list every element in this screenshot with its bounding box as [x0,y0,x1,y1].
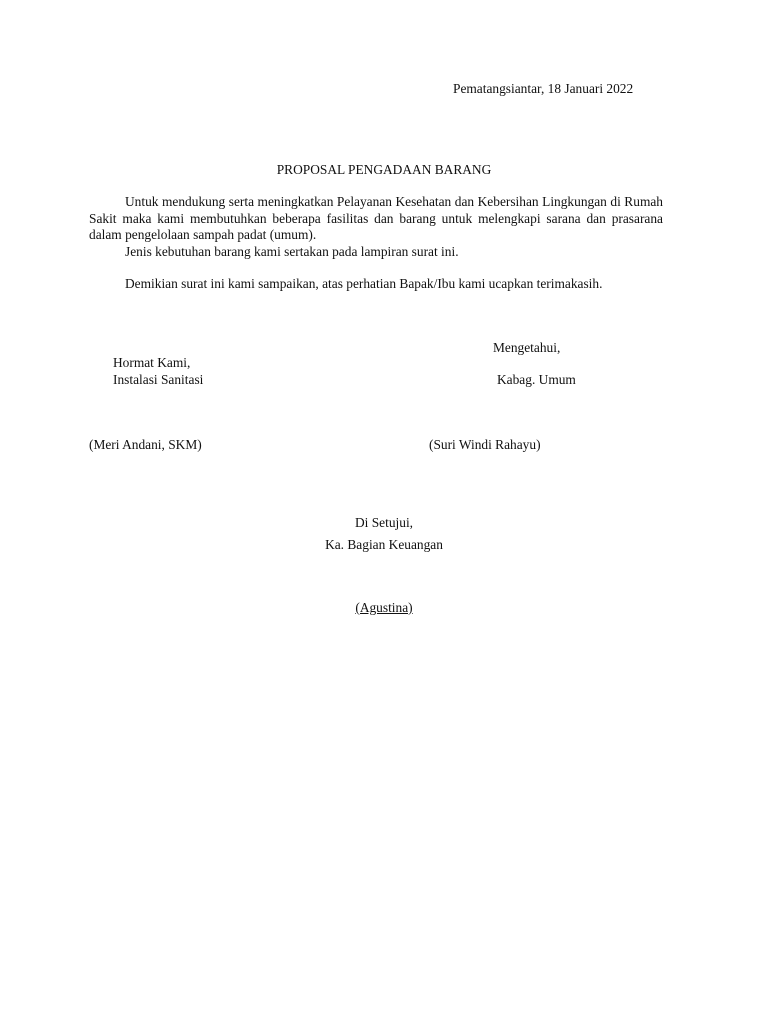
sender-unit: Instalasi Sanitasi [113,372,204,387]
sender-signatory: (Meri Andani, SKM) [89,437,202,452]
sender-greeting: Hormat Kami, [113,355,191,370]
body-paragraph-1: Untuk mendukung serta meningkatkan Pelayanan Kesehatan dan Kebersihan Lingkungan di Rumah Sakit maka kami membutuhkan beberapa fasilitas dan barang untuk melengkapi sarana dan prasarana dalam pengelolaan sampah padat (umum). [89,194,663,242]
approver-position: Ka. Bagian Keuangan [325,537,443,552]
body-text [89,194,663,260]
acknowledger-position: Kabag. Umum [497,372,576,387]
closing-statement: Demikian surat ini kami sampaikan, atas perhatian Bapak/Ibu kami ucapkan terimakasih. [125,276,603,291]
body-paragraph-2: Jenis kebutuhan barang kami sertakan pada lampiran surat ini. [125,243,459,259]
approver-signature-block [0,600,768,616]
approver-label: Di Setujui, [354,515,414,530]
acknowledger-signatory: (Suri Windi Rahayu) [429,437,541,452]
document-title: PROPOSAL PENGADAAN BARANG [276,162,492,177]
approver-signatory: (Agustina) [355,600,413,615]
place-date: Pematangsiantar, 18 Januari 2022 [453,81,634,96]
acknowledger-label: Mengetahui, [493,340,561,355]
